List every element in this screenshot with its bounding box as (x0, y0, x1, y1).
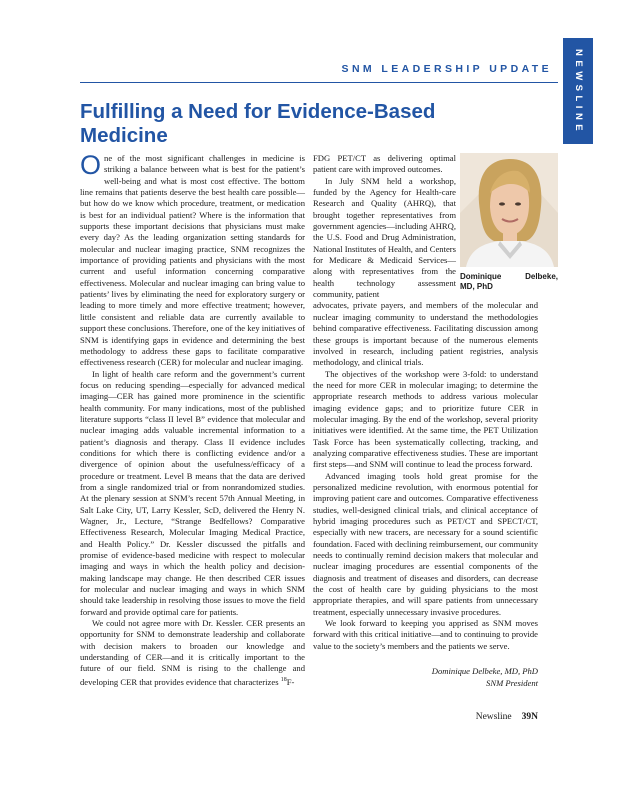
paragraph-2: In light of health care reform and the government’s current focus on reducing spending—especially for advanced medical imaging—CER has gained more prominence in the scientific health community. For many indications, most of the published literature supports “class II level B” evidence that molecular and nuclear imaging adds valuable incremental information to a patient’s diagnosis and therapy. Class II evidence includes conditions for which there is conflicting evidence and/or a divergence of opinion about the usefulness/efficacy of a procedure or treatment. Level B means that the data are derived from a single randomized trial or from nonrandomized studies. At the plenary session at SNM’s recent 57th Annual Meeting, in Salt Lake City, UT, Larry Kessler, ScD, delivered the Henry N. Wagner, Jr., Lecture, “Strange Bedfellows? Comparative Effectiveness Research, Molecular Imaging Medical Practice, and Health Policy.” Dr. Kessler discussed the pitfalls and promise of evidence-based medicine with respect to molecular imaging and ways in which the health policy and decision-making landscape may change. He then described CER issues for molecular and nuclear imaging and ways in which SNM should take leadership in resolving those issues to move the field forward and provide optimal care for patients. (80, 368, 305, 617)
header-rule (80, 82, 558, 83)
paragraph-7: Advanced imaging tools hold great promise for the personalized medicine revolution, with enormous potential for improving patient care and outcomes. Comparative effectiveness studies, well-designed clinical trials, and clinical acceptance of hybrid imaging procedures such as PET/CT and SPECT/CT, especially with new tracers, are necessary for a sound scientific foundation. Faced with declining reimbursement, our community needs to continually remind decision makers that molecular and nuclear imaging procedures are essential components of the diagnosis and treatment of diseases and disorders, can decrease the cost of health care by guiding physicians to the most appropriate therapies, and will spare patients from unnecessary treatment, especially unnecessary invasive procedures. (313, 470, 538, 617)
paragraph-3: We could not agree more with Dr. Kessler. CER presents an opportunity for SNM to demonstrate leadership and collaborate with decision makers to broaden our knowledge and understanding of CER—and it is critically important to the future of our field. SNM is rising to the challenge and developing CER that provides evidence that characterizes $^{18}$F- (80, 618, 305, 687)
page-footer (420, 712, 538, 722)
caption-degree: MD, PhD (460, 282, 493, 291)
paragraph-6: The objectives of the workshop were 3-fold: to understand the need for more CER in molecular imaging; to determine the appropriate research methods to address various molecular imaging evidence gaps; and to prioritize future CER in molecular imaging. By the end of the workshop, several priority initiatives were identified. At the same time, the PET Utilization Task Force has been systematically collecting, tracking, and analyzing comparative effectiveness studies. These are important first steps—and SNM will continue to lead the process forward. (313, 368, 538, 470)
signature (313, 666, 538, 689)
caption-name: Dominique Delbeke, (460, 272, 558, 281)
article-column-2 (313, 153, 538, 652)
article-column-1 (80, 150, 305, 688)
paragraph-4: FDG PET/CT as delivering optimal patient care with improved outcomes. (313, 153, 456, 175)
paragraph-1: One of the most significant challenges in medicine is striking a balance between what is best for the patient’s well-being and what is most cost effective. The bottom line remains that patients deserve the best health care possible—but how do we know which procedure, treatment, or medication is best for an individual patient? Where is the information that supports these important decisions that physicians must make every day? As the leading organization setting standards for molecular and nuclear imaging practice, SNM recognizes the importance of providing patients and physicians with the most current and useful information concerning comparative effectiveness. Molecular and nuclear imaging can bring value to patients’ lives by eliminating the need for exploratory surgery or leading to more timely and more effective treatment; however, little consistent and reliable data are currently available to support these conclusions. Therefore, one of the key initiatives of SNM is identifying gaps in evidence and determining the best methodology to address these gaps to facilitate comparative effectiveness research (CER) for molecular and nuclear imaging. (80, 150, 305, 368)
article-title: Fulfilling a Need for Evidence-Based Medicine (80, 100, 436, 147)
paragraph-5-rest: advocates, private payers, and members of the molecular and nuclear imaging community to understand the methodologies behind comparative effectiveness. Facilitating discussion among these groups is important because of the numerous elements involved in research, including patient registries, analysis methodology, and clinical trials. (313, 300, 538, 368)
isotope-superscript: 18 (280, 676, 287, 683)
footer-label: Newsline (475, 712, 512, 722)
newsline-tab (563, 38, 593, 144)
paragraph-8: We look forward to keeping you apprised as SNM moves forward with this critical initiative—and to continuing to provide value to the society’s members and the patients we serve. (313, 618, 538, 651)
newsline-tab-label: NEWSLINE (573, 48, 584, 136)
section-header: SNM LEADERSHIP UPDATE (341, 63, 552, 75)
page-number: 39N (521, 712, 538, 722)
signature-role: SNM President (486, 677, 538, 688)
drop-cap: O (80, 150, 102, 180)
signature-name: Dominique Delbeke, MD, PhD (431, 666, 538, 676)
photo-wrap-text (313, 153, 456, 300)
paragraph-5-start: In July SNM held a workshop, funded by the Agency for Health-care Research and Quality (AHRQ), that brought together representatives from government agencies—including AHRQ, the U.S. Food and Drug Administration, National Institutes of Health, and Centers for Medicare & Medicaid Services—along with representatives from the health technology assessment community, patient (313, 175, 456, 300)
